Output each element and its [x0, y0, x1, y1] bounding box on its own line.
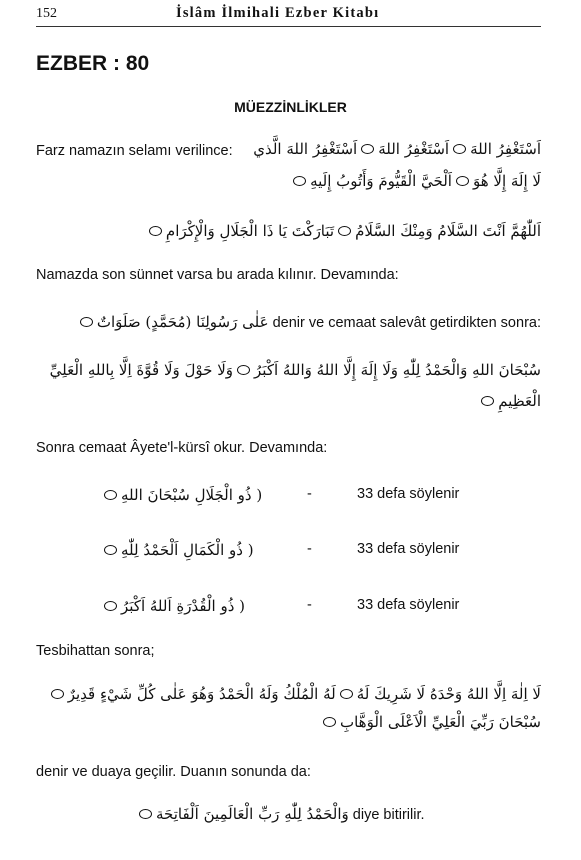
la-ilahe-line — [289, 172, 541, 190]
seal-icon — [237, 365, 250, 375]
salavat-text: denir ve cemaat salevât getirdikten sonra: — [272, 315, 541, 331]
istigfar-3: اَسْتَغْفِرُ اللهَ الَّذي — [253, 140, 358, 158]
tesbih-row — [100, 541, 460, 559]
seal-icon — [104, 601, 117, 611]
tesbih-arabic: ( ذُو الْجَلَالِ سُبْحَانَ اللهِ — [121, 486, 263, 504]
farz-line — [36, 143, 233, 159]
istigfar-1: اَسْتَغْفِرُ اللهَ — [470, 140, 541, 158]
subhanallah-line — [50, 361, 541, 379]
tesbih-count: 33 defa söylenir — [357, 486, 460, 502]
ezber-label: EZBER : 80 — [36, 52, 150, 75]
sunnah-note: Namazda son sünnet varsa bu arada kılınır. Devamında: — [36, 267, 399, 283]
subhanallah-3: الْعَظِيمِ — [498, 392, 541, 410]
seal-icon — [139, 809, 152, 819]
fatiha-line — [135, 805, 425, 823]
tesbihattan-note: Tesbihattan sonra; — [36, 643, 155, 659]
seal-icon — [80, 317, 93, 327]
salavat-arabic: عَلٰى رَسُولِنَا (مُحَمَّدٍ) صَلَوَاتٌ — [96, 313, 269, 331]
tesbih-count: 33 defa söylenir — [357, 541, 460, 557]
ayetel-kursi-note: Sonra cemaat Âyete'l-kürsî okur. Devamında: — [36, 440, 328, 456]
subhanallah-1: سُبْحَانَ اللهِ وَالْحَمْدُ لِلّٰهِ وَلَا إِلَهَ إِلَّا اللهُ وَاللهُ اَكْبَرُ — [254, 361, 541, 379]
allahumme-line — [145, 222, 541, 240]
seal-icon — [338, 226, 351, 236]
seal-icon — [149, 226, 162, 236]
farz-intro: Farz namazın selamı verilince: — [36, 143, 233, 159]
page-number: 152 — [36, 6, 57, 21]
seal-icon — [456, 176, 469, 186]
tesbih-dash: - — [307, 486, 312, 502]
salavat-line — [76, 313, 541, 331]
tawhid-3: سُبْحَانَ رَبِّيَ الْعَلِيِّ الْاَعْلَى الْوَهَّابِ — [339, 713, 541, 731]
seal-icon — [481, 396, 494, 406]
section-title: MÜEZZİNLİKLER — [234, 99, 347, 115]
seal-icon — [293, 176, 306, 186]
tesbih-dash: - — [307, 597, 312, 613]
allahumme-1: اَللّٰهُمَّ اَنْتَ السَّلَامُ وَمِنْكَ السَّلَامُ — [355, 222, 541, 240]
seal-icon — [323, 717, 336, 727]
tesbih-arabic: ( ذُو الْكَمَالِ اَلْحَمْدُ لِلّٰهِ — [121, 541, 254, 559]
seal-icon — [104, 545, 117, 555]
tesbih-arabic: ( ذُو الْقُدْرَةِ اَللهُ اَكْبَرُ — [121, 597, 246, 615]
seal-icon — [104, 490, 117, 500]
subhanallah-line-2 — [477, 392, 541, 410]
tesbih-row — [100, 597, 460, 615]
tesbih-dash: - — [307, 541, 312, 557]
la-ilahe: لَا إِلَهَ إِلَّا هُوَ — [472, 172, 541, 190]
tawhid-2: لَهُ الْمُلْكُ وَلَهُ الْحَمْدُ وَهُوَ عَلٰى كُلِّ شَيْءٍ قَدِيرٌ — [67, 685, 336, 703]
tawhid-line — [47, 685, 541, 703]
istigfar-2: اَسْتَغْفِرُ اللهَ — [378, 140, 450, 158]
tawhid-1: لَا اِلٰهَ اِلَّا اللهُ وَحْدَهُ لَا شَرِيكَ لَهُ — [356, 685, 541, 703]
seal-icon — [453, 144, 466, 154]
hayy: اَلْحَيَّ الْقَيُّومَ وَأَتُوبُ إِلَيهِ — [310, 172, 452, 190]
fatiha-text: diye bitirilir. — [352, 807, 425, 823]
seal-icon — [51, 689, 64, 699]
allahumme-2: تَبَارَكْتَ يَا ذَا الْجَلَالِ وَالْإِكْرَامِ — [165, 222, 335, 240]
seal-icon — [340, 689, 353, 699]
tawhid-line-2 — [319, 713, 541, 731]
page-header — [36, 6, 541, 27]
seal-icon — [361, 144, 374, 154]
running-title: İslâm İlmihali Ezber Kitabı — [176, 5, 380, 21]
istigfar-line — [253, 140, 541, 158]
fatiha-arabic: وَالْحَمْدُ لِلّٰهِ رَبِّ الْعَالَمِينَ اَلْفَاتِحَة — [156, 805, 349, 823]
tesbih-count: 33 defa söylenir — [357, 597, 460, 613]
tesbih-row — [100, 486, 460, 504]
subhanallah-2: وَلَا حَوْلَ وَلَا قُوَّةَ اِلَّا بِاللهِ الْعَلِيِّ — [49, 361, 234, 379]
dua-note: denir ve duaya geçilir. Duanın sonunda da: — [36, 764, 311, 780]
